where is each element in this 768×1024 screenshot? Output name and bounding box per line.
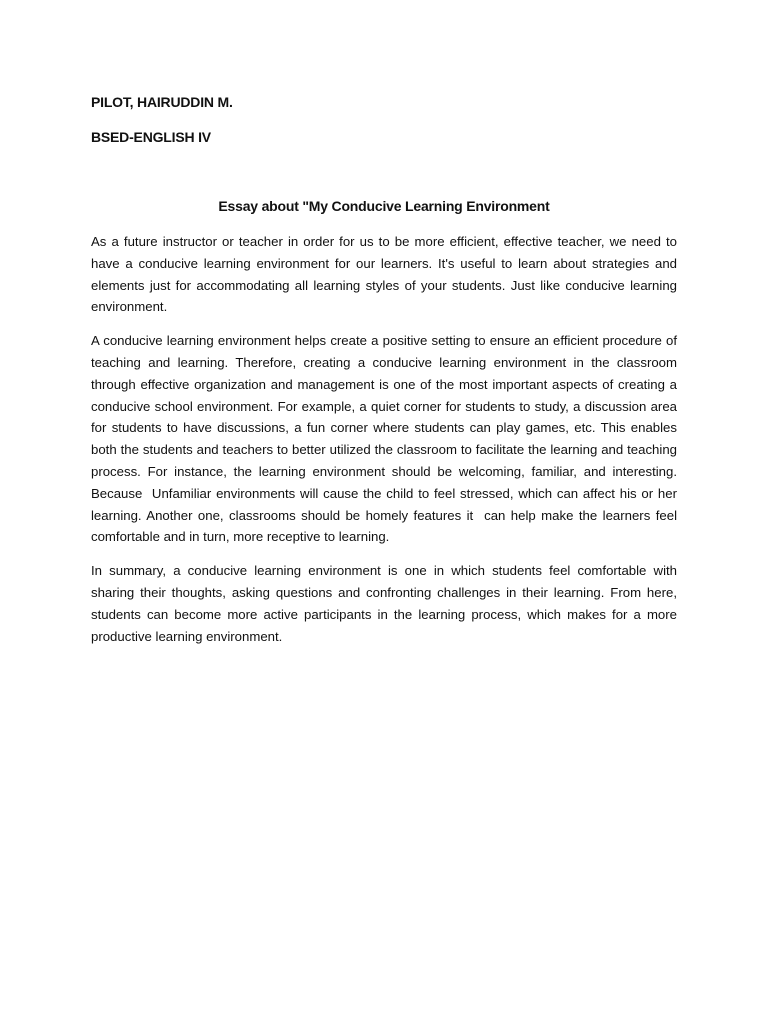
paragraph-summary: In summary, a conducive learning environment is one in which students feel comfortable with sharing their thoughts, asking questions and confronting challenges in their learning. From here, students can become more active participants in the learning process, which makes for a more productive learning environment.	[91, 563, 681, 644]
paragraph-body: A conducive learning environment helps create a positive setting to ensure an efficient procedure of teaching and learning. Therefore, creating a conducive learning environment in the classroom through effective organization and management is one of the most important aspects of creating a conducive school environment. For example, a quiet corner for students to study, a discussion area for students to have discussions, a fun corner where students can play games, etc. This enables both the students and teachers to better utilized the classroom to facilitate the learning and teaching process. For instance, the learning environment should be welcoming, familiar, and interesting. Because Unfamiliar environments will cause the child to feel stressed, which can affect his or her learning. Another one, classrooms should be homely features it can help make the learners feel comfortable and in turn, more receptive to learning.	[91, 333, 681, 545]
author-name: PILOT, HAIRUDDIN M.	[91, 94, 233, 110]
essay-body	[91, 231, 681, 659]
program-label: BSED-ENGLISH IV	[91, 129, 211, 145]
paragraph-intro: As a future instructor or teacher in order for us to be more efficient, effective teacher, we need to have a conducive learning environment for our learners. It's useful to learn about strategies and elements just for accommodating all learning styles of your students. Just like conducive learning environment.	[91, 234, 681, 315]
essay-title: Essay about "My Conducive Learning Environment	[218, 198, 550, 214]
